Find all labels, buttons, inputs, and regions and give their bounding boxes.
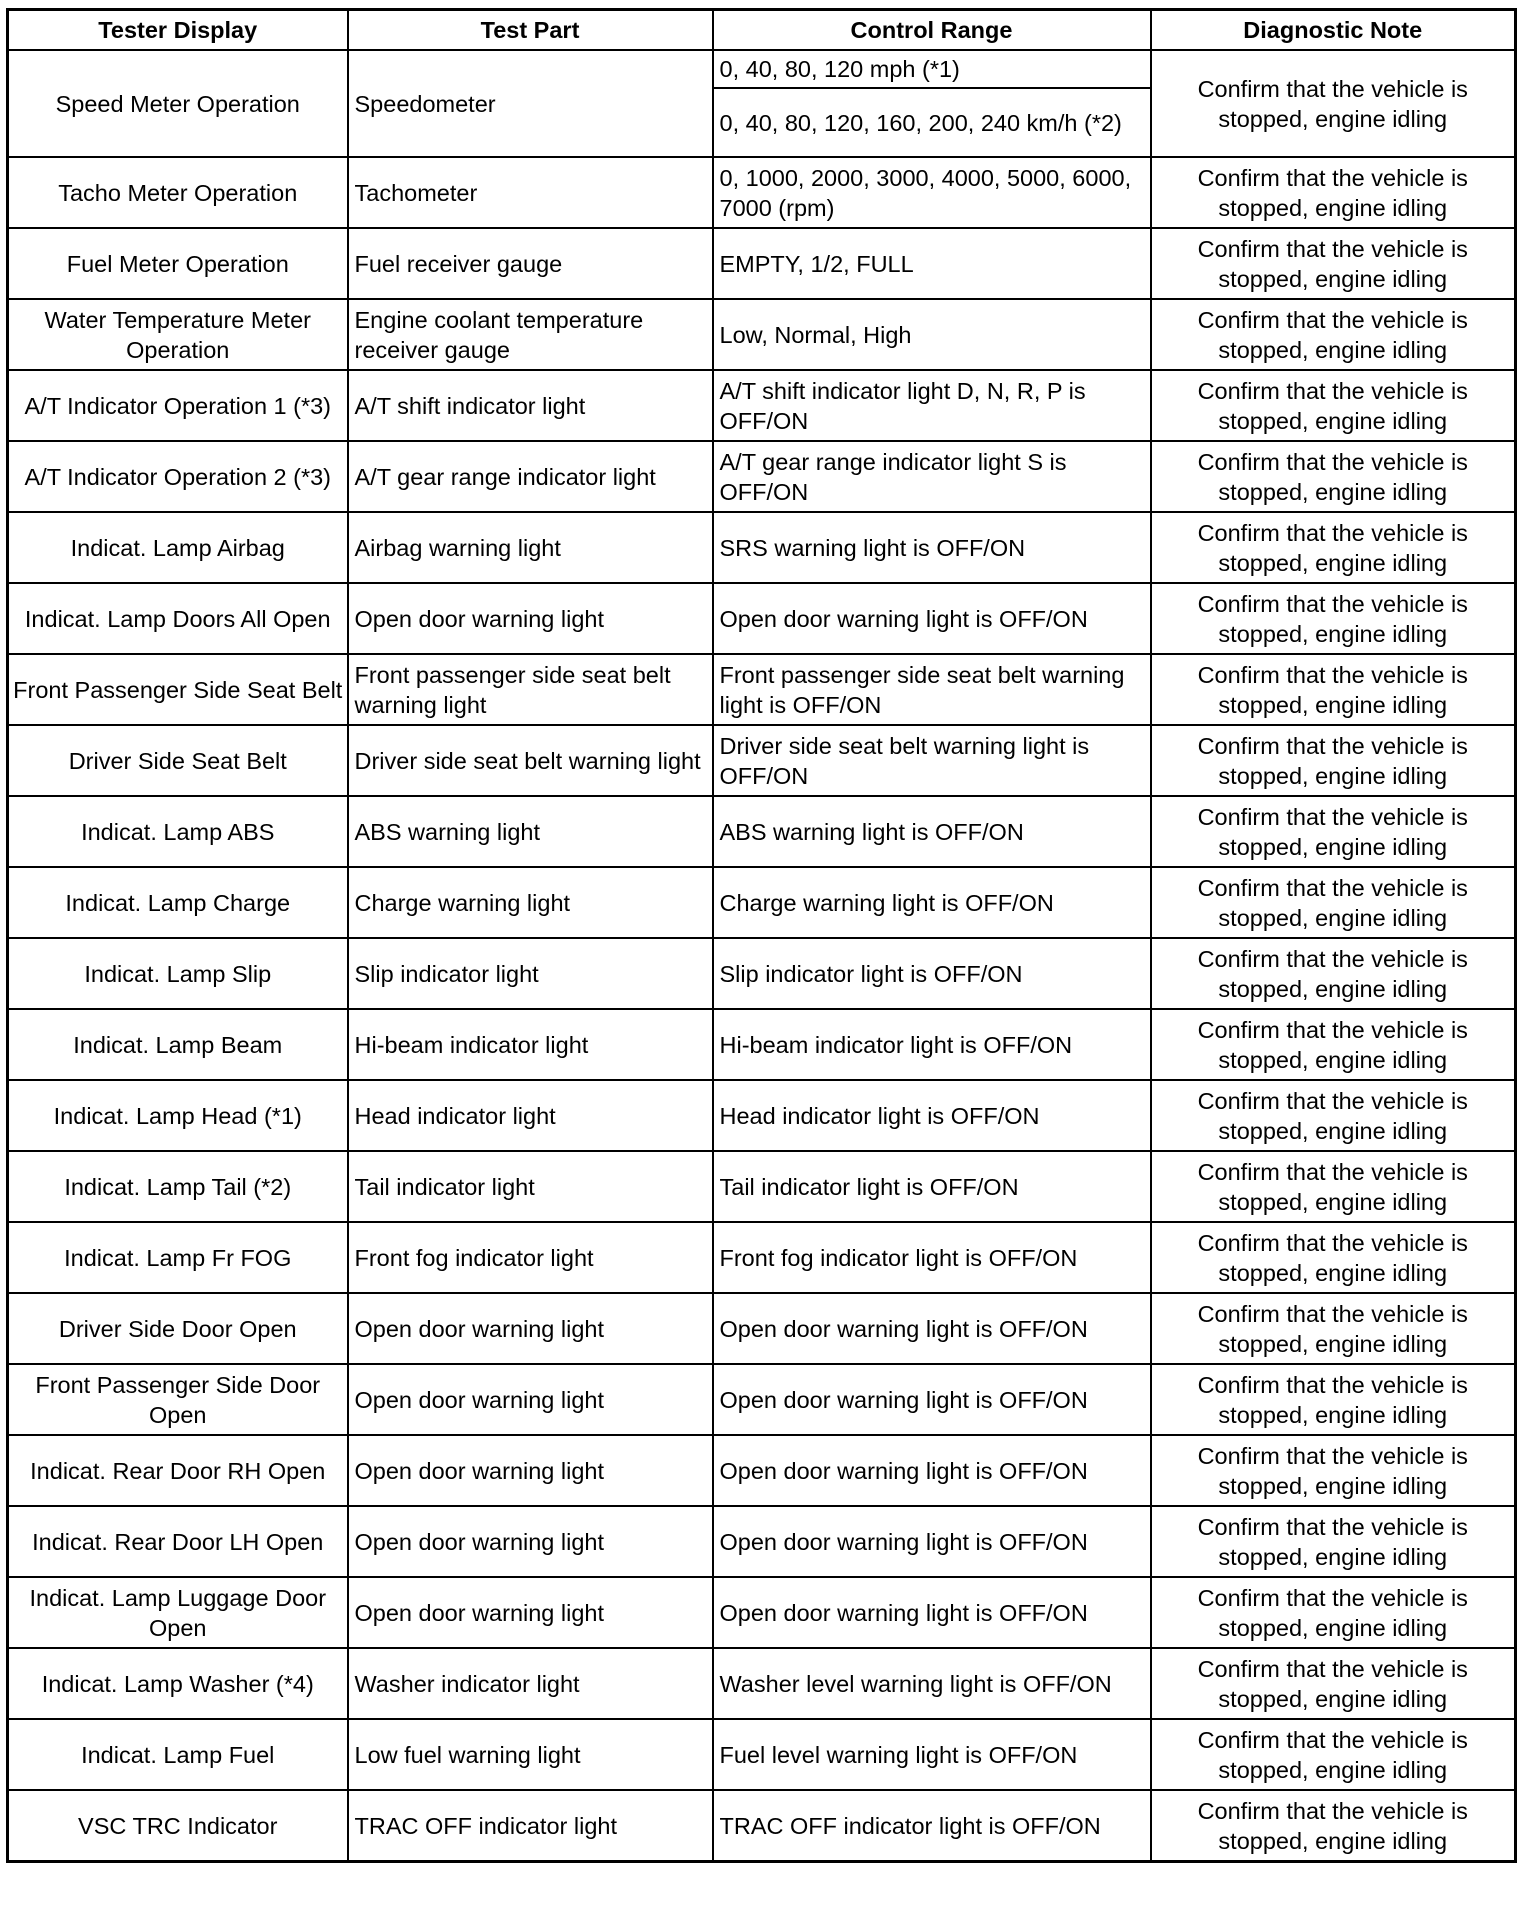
cell-control-range: Open door warning light is OFF/ON [713,1577,1151,1648]
cell-test-part: Hi-beam indicator light [348,1009,713,1080]
cell-tester-display: Indicat. Lamp Slip [8,938,348,1009]
cell-tester-display: Tacho Meter Operation [8,157,348,228]
cell-test-part: Fuel receiver gauge [348,228,713,299]
cell-control-range: Open door warning light is OFF/ON [713,1293,1151,1364]
table-row [8,583,1516,654]
table-row [8,299,1516,370]
cell-control-range: EMPTY, 1/2, FULL [713,228,1151,299]
cell-tester-display: Front Passenger Side Seat Belt [8,654,348,725]
cell-diagnostic-note: Confirm that the vehicle is stopped, engine idling [1151,512,1516,583]
cell-diagnostic-note: Confirm that the vehicle is stopped, engine idling [1151,796,1516,867]
cell-diagnostic-note: Confirm that the vehicle is stopped, engine idling [1151,1222,1516,1293]
cell-test-part: A/T gear range indicator light [348,441,713,512]
cell-diagnostic-note: Confirm that the vehicle is stopped, engine idling [1151,1009,1516,1080]
cell-control-range: Driver side seat belt warning light is OFF/ON [713,725,1151,796]
diagnostic-table [6,8,1517,1863]
cell-tester-display: Speed Meter Operation [8,50,348,157]
table-row [8,1293,1516,1364]
cell-control-range-mph: 0, 40, 80, 120 mph (*1) [713,50,1151,88]
cell-control-range: Hi-beam indicator light is OFF/ON [713,1009,1151,1080]
header-control-range: Control Range [713,10,1151,51]
cell-diagnostic-note: Confirm that the vehicle is stopped, engine idling [1151,1435,1516,1506]
cell-diagnostic-note: Confirm that the vehicle is stopped, engine idling [1151,1293,1516,1364]
cell-test-part: Open door warning light [348,1435,713,1506]
cell-control-range: TRAC OFF indicator light is OFF/ON [713,1790,1151,1862]
cell-control-range: Front passenger side seat belt warning light is OFF/ON [713,654,1151,725]
cell-tester-display: Indicat. Lamp Luggage Door Open [8,1577,348,1648]
cell-tester-display: Indicat. Lamp ABS [8,796,348,867]
cell-test-part: A/T shift indicator light [348,370,713,441]
cell-diagnostic-note: Confirm that the vehicle is stopped, engine idling [1151,299,1516,370]
cell-control-range: Front fog indicator light is OFF/ON [713,1222,1151,1293]
cell-test-part: Open door warning light [348,1577,713,1648]
table-row [8,370,1516,441]
header-row [8,10,1516,51]
table-row [8,1506,1516,1577]
cell-diagnostic-note: Confirm that the vehicle is stopped, engine idling [1151,583,1516,654]
cell-test-part: Speedometer [348,50,713,157]
table-row [8,1577,1516,1648]
cell-control-range: A/T shift indicator light D, N, R, P is OFF/ON [713,370,1151,441]
cell-control-range: Open door warning light is OFF/ON [713,583,1151,654]
cell-control-range: Open door warning light is OFF/ON [713,1364,1151,1435]
table-row [8,441,1516,512]
cell-tester-display: Fuel Meter Operation [8,228,348,299]
cell-test-part: Head indicator light [348,1080,713,1151]
table-row [8,1364,1516,1435]
table-row [8,1790,1516,1862]
cell-tester-display: Indicat. Lamp Head (*1) [8,1080,348,1151]
table-row [8,1435,1516,1506]
cell-test-part: Open door warning light [348,1364,713,1435]
cell-diagnostic-note: Confirm that the vehicle is stopped, engine idling [1151,1790,1516,1862]
cell-control-range: A/T gear range indicator light S is OFF/ON [713,441,1151,512]
cell-diagnostic-note: Confirm that the vehicle is stopped, engine idling [1151,370,1516,441]
cell-tester-display: Driver Side Seat Belt [8,725,348,796]
cell-control-range: ABS warning light is OFF/ON [713,796,1151,867]
cell-test-part: Engine coolant temperature receiver gauge [348,299,713,370]
cell-tester-display: Indicat. Lamp Washer (*4) [8,1648,348,1719]
table-row [8,1080,1516,1151]
cell-diagnostic-note: Confirm that the vehicle is stopped, engine idling [1151,1577,1516,1648]
cell-tester-display: Indicat. Lamp Charge [8,867,348,938]
cell-tester-display: A/T Indicator Operation 1 (*3) [8,370,348,441]
cell-control-range: Open door warning light is OFF/ON [713,1506,1151,1577]
cell-control-range: Tail indicator light is OFF/ON [713,1151,1151,1222]
cell-tester-display: VSC TRC Indicator [8,1790,348,1862]
cell-tester-display: A/T Indicator Operation 2 (*3) [8,441,348,512]
cell-test-part: ABS warning light [348,796,713,867]
table-row [8,725,1516,796]
cell-test-part: Slip indicator light [348,938,713,1009]
cell-test-part: Open door warning light [348,583,713,654]
table-row [8,512,1516,583]
cell-tester-display: Front Passenger Side Door Open [8,1364,348,1435]
cell-control-range: SRS warning light is OFF/ON [713,512,1151,583]
cell-test-part: TRAC OFF indicator light [348,1790,713,1862]
table-row-speed [8,50,1516,88]
table-row [8,654,1516,725]
cell-test-part: Charge warning light [348,867,713,938]
cell-test-part: Tail indicator light [348,1151,713,1222]
table-row [8,1009,1516,1080]
cell-control-range: Low, Normal, High [713,299,1151,370]
cell-test-part: Open door warning light [348,1293,713,1364]
cell-diagnostic-note: Confirm that the vehicle is stopped, engine idling [1151,1080,1516,1151]
cell-diagnostic-note: Confirm that the vehicle is stopped, engine idling [1151,867,1516,938]
cell-test-part: Washer indicator light [348,1648,713,1719]
cell-tester-display: Driver Side Door Open [8,1293,348,1364]
cell-tester-display: Indicat. Lamp Tail (*2) [8,1151,348,1222]
cell-control-range: Slip indicator light is OFF/ON [713,938,1151,1009]
cell-tester-display: Indicat. Rear Door LH Open [8,1506,348,1577]
cell-control-range: Head indicator light is OFF/ON [713,1080,1151,1151]
cell-diagnostic-note: Confirm that the vehicle is stopped, engine idling [1151,1719,1516,1790]
cell-diagnostic-note: Confirm that the vehicle is stopped, engine idling [1151,1151,1516,1222]
cell-diagnostic-note: Confirm that the vehicle is stopped, engine idling [1151,1364,1516,1435]
table-row [8,867,1516,938]
header-diagnostic-note: Diagnostic Note [1151,10,1516,51]
cell-diagnostic-note: Confirm that the vehicle is stopped, engine idling [1151,1648,1516,1719]
cell-diagnostic-note: Confirm that the vehicle is stopped, engine idling [1151,157,1516,228]
cell-control-range: Fuel level warning light is OFF/ON [713,1719,1151,1790]
cell-control-range: 0, 1000, 2000, 3000, 4000, 5000, 6000, 7000 (rpm) [713,157,1151,228]
cell-diagnostic-note: Confirm that the vehicle is stopped, engine idling [1151,441,1516,512]
cell-control-range: Washer level warning light is OFF/ON [713,1648,1151,1719]
cell-test-part: Tachometer [348,157,713,228]
cell-test-part: Front fog indicator light [348,1222,713,1293]
cell-test-part: Low fuel warning light [348,1719,713,1790]
cell-control-range: Charge warning light is OFF/ON [713,867,1151,938]
table-row [8,1719,1516,1790]
table-row [8,228,1516,299]
cell-tester-display: Indicat. Lamp Airbag [8,512,348,583]
table-row [8,1222,1516,1293]
cell-tester-display: Indicat. Lamp Fuel [8,1719,348,1790]
table-row [8,1151,1516,1222]
cell-diagnostic-note: Confirm that the vehicle is stopped, engine idling [1151,1506,1516,1577]
cell-test-part: Open door warning light [348,1506,713,1577]
cell-tester-display: Indicat. Rear Door RH Open [8,1435,348,1506]
cell-tester-display: Water Temperature Meter Operation [8,299,348,370]
table-row [8,1648,1516,1719]
cell-diagnostic-note: Confirm that the vehicle is stopped, engine idling [1151,50,1516,157]
table-row [8,796,1516,867]
cell-tester-display: Indicat. Lamp Beam [8,1009,348,1080]
cell-control-range: Open door warning light is OFF/ON [713,1435,1151,1506]
table-row [8,938,1516,1009]
cell-test-part: Driver side seat belt warning light [348,725,713,796]
cell-diagnostic-note: Confirm that the vehicle is stopped, engine idling [1151,228,1516,299]
cell-test-part: Front passenger side seat belt warning light [348,654,713,725]
cell-test-part: Airbag warning light [348,512,713,583]
cell-diagnostic-note: Confirm that the vehicle is stopped, engine idling [1151,725,1516,796]
table-row [8,157,1516,228]
header-tester-display: Tester Display [8,10,348,51]
cell-control-range-kmh: 0, 40, 80, 120, 160, 200, 240 km/h (*2) [713,88,1151,157]
header-test-part: Test Part [348,10,713,51]
cell-tester-display: Indicat. Lamp Doors All Open [8,583,348,654]
cell-diagnostic-note: Confirm that the vehicle is stopped, engine idling [1151,654,1516,725]
cell-diagnostic-note: Confirm that the vehicle is stopped, engine idling [1151,938,1516,1009]
cell-tester-display: Indicat. Lamp Fr FOG [8,1222,348,1293]
